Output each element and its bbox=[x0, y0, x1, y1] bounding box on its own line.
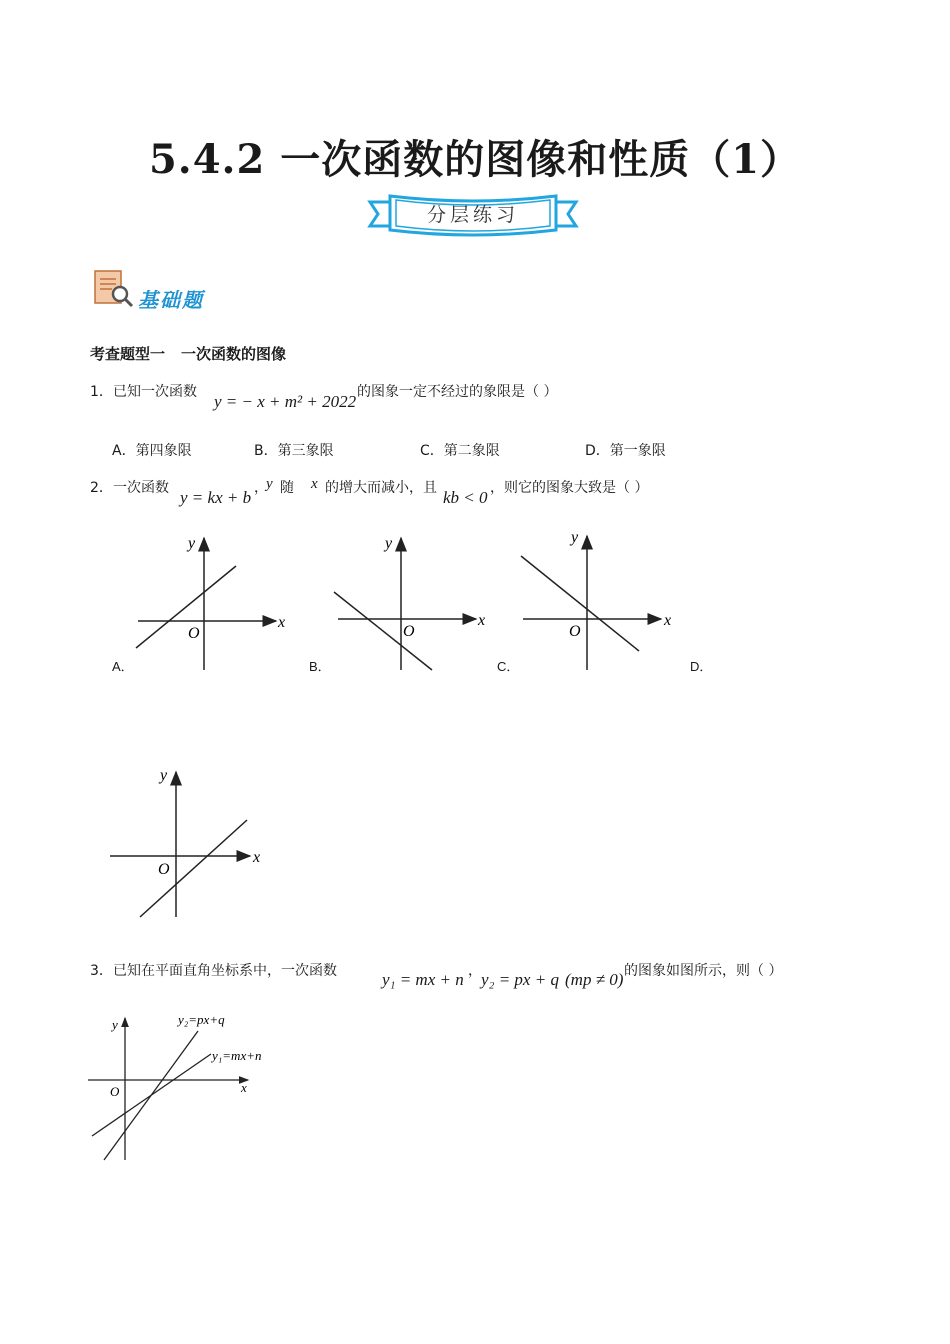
q1-text-after: 的图象一定不经过的象限是（ ） bbox=[357, 384, 558, 400]
document-search-icon bbox=[92, 268, 136, 308]
ribbon-text: 分层练习 bbox=[426, 204, 519, 226]
origin-label: O bbox=[110, 1084, 120, 1099]
option-text: 第四象限 bbox=[135, 443, 192, 459]
y-axis-label: y bbox=[385, 535, 393, 552]
q2-option-a-key[interactable]: A． bbox=[112, 659, 134, 674]
q3-text-before: 已知在平面直角坐标系中，一次函数 bbox=[113, 963, 337, 979]
section-prefix: 考查题型一 bbox=[90, 345, 166, 363]
q2-graph-d[interactable] bbox=[104, 762, 274, 920]
section-name: 一次函数的图像 bbox=[181, 345, 287, 363]
option-text: 第一象限 bbox=[609, 443, 666, 459]
option-key: D． bbox=[585, 443, 610, 459]
q2-var-x: x bbox=[311, 476, 318, 492]
y-axis-label: y bbox=[571, 529, 579, 546]
x-axis-label: x bbox=[278, 614, 286, 631]
q1-number: 1． bbox=[90, 384, 113, 400]
q2-condition: kb < 0 bbox=[443, 488, 488, 507]
q2-graph-c[interactable] bbox=[515, 526, 685, 673]
x-axis-label: x bbox=[241, 1080, 247, 1095]
page-title: 5.4.2 一次函数的图像和性质（1） bbox=[148, 136, 802, 183]
function-line bbox=[140, 820, 247, 917]
y-axis-label: y bbox=[160, 767, 168, 784]
q3-number: 3． bbox=[90, 963, 113, 979]
y-axis-label: y bbox=[188, 535, 196, 552]
q2-option-c-key[interactable]: C． bbox=[497, 659, 520, 674]
x-axis-label: x bbox=[478, 612, 486, 629]
x-axis-label: x bbox=[253, 849, 261, 866]
q2-option-d-key[interactable]: D． bbox=[690, 659, 713, 674]
q2-text-mid1: ， bbox=[254, 480, 268, 496]
q3-condition: (mp ≠ 0) bbox=[565, 970, 624, 989]
option-key: C． bbox=[420, 443, 444, 459]
q2-formula: y = kx + b bbox=[180, 488, 252, 507]
q2-graph-b[interactable] bbox=[328, 528, 498, 673]
q1-option-d[interactable] bbox=[585, 440, 666, 460]
q3-formula1: y₁ = mx + n bbox=[382, 970, 464, 989]
option-text: 第三象限 bbox=[277, 443, 334, 459]
q1-text-before: 已知一次函数 bbox=[113, 384, 197, 400]
option-key: B． bbox=[254, 443, 278, 459]
option-text: 第二象限 bbox=[443, 443, 500, 459]
q3-sep: ， bbox=[468, 963, 482, 979]
section-heading bbox=[90, 343, 286, 364]
q2-text-before: 一次函数 bbox=[113, 480, 169, 496]
q2-graph-a[interactable] bbox=[128, 528, 298, 673]
q2-number: 2． bbox=[90, 480, 113, 496]
q3-formula2: y₂ = px + q bbox=[481, 970, 559, 989]
q2-var-y: y bbox=[266, 476, 273, 492]
y-axis-label: y bbox=[112, 1017, 118, 1032]
q2-text-after: ，则它的图象大致是（ ） bbox=[490, 480, 649, 496]
q2-option-b-key[interactable]: B． bbox=[309, 659, 331, 674]
origin-label: O bbox=[569, 623, 581, 640]
origin-label: O bbox=[188, 625, 200, 642]
line-y2-label: y₂=px+q bbox=[178, 1012, 225, 1027]
level-label: 基础题 bbox=[138, 288, 204, 312]
line-y1-label: y₁=mx+n bbox=[212, 1048, 262, 1063]
q1-option-b[interactable] bbox=[254, 440, 334, 460]
function-line bbox=[334, 592, 432, 670]
q2-text-mid3: 的增大而减小，且 bbox=[325, 480, 437, 496]
q2-text-mid2: 随 bbox=[280, 480, 294, 496]
q3-graph[interactable] bbox=[86, 1008, 286, 1163]
q1-option-a[interactable] bbox=[112, 440, 192, 460]
origin-label: O bbox=[158, 861, 170, 878]
origin-label: O bbox=[403, 623, 415, 640]
x-axis-label: x bbox=[664, 612, 672, 629]
function-line bbox=[136, 566, 236, 648]
option-key: A． bbox=[112, 443, 136, 459]
q3-text-after: 的图象如图所示，则（ ） bbox=[624, 963, 783, 979]
q1-formula: y = − x + m² + 2022 bbox=[214, 392, 357, 411]
q1-option-c[interactable] bbox=[420, 440, 500, 460]
